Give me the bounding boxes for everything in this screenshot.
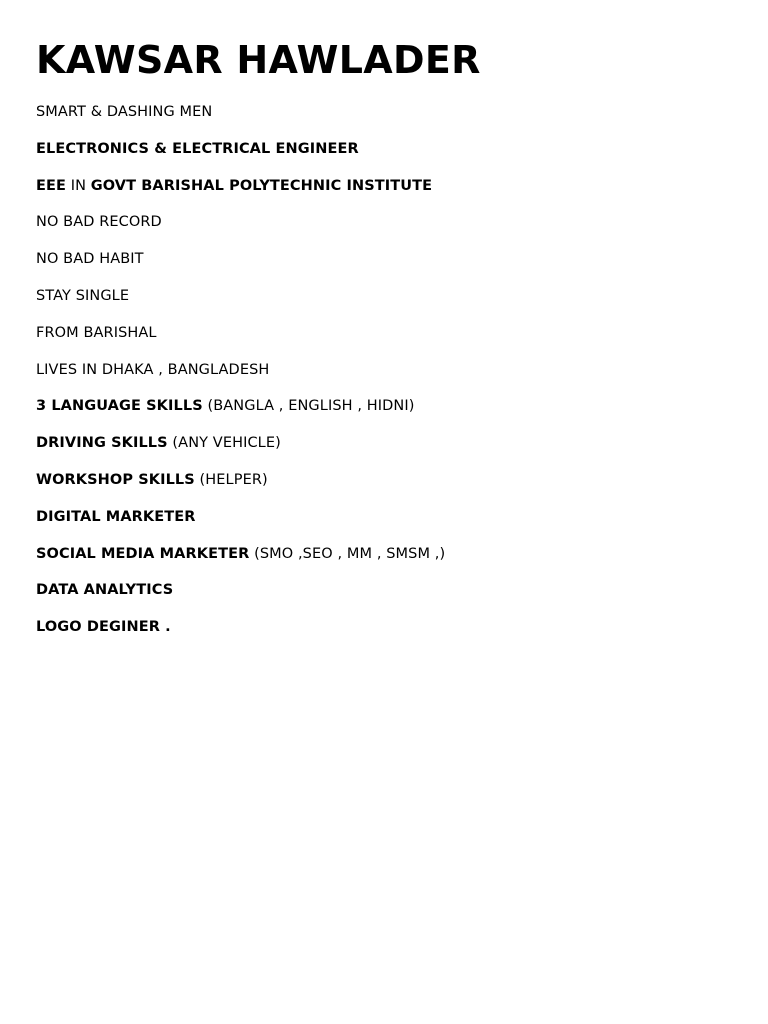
line-record: [36, 212, 445, 249]
line-detail-text: (SMO ,SEO , MM , SMSM ,): [249, 545, 446, 562]
line-text: NO BAD RECORD: [36, 214, 162, 231]
line-data-analytics: [36, 580, 445, 617]
line-bold-text: DRIVING SKILLS: [36, 435, 168, 452]
line-bold-text: 3 LANGUAGE SKILLS: [36, 398, 203, 415]
line-institute-text: GOVT BARISHAL POLYTECHNIC INSTITUTE: [90, 177, 433, 194]
line-bold-text: ELECTRONICS & ELECTRICAL ENGINEER: [36, 140, 359, 157]
resume-name-heading: KAWSAR HAWLADER: [36, 38, 481, 82]
line-residence: [36, 360, 445, 397]
line-habit: [36, 249, 445, 286]
line-workshop-skills: [36, 470, 445, 507]
line-text: STAY SINGLE: [36, 287, 130, 304]
line-text: FROM BARISHAL: [36, 324, 157, 341]
line-logo-designer: [36, 617, 445, 654]
line-driving-skills: [36, 433, 445, 470]
line-bold-text: DIGITAL MARKETER: [36, 508, 196, 525]
line-bold-text: DATA ANALYTICS: [36, 582, 174, 599]
line-bold-text: SOCIAL MEDIA MARKETER: [36, 545, 250, 562]
line-profession: [36, 139, 445, 176]
line-social-media-marketer: [36, 544, 445, 581]
line-text: SMART & DASHING MEN: [36, 104, 213, 120]
line-connector-text: IN: [66, 177, 91, 194]
line-detail-text: (ANY VEHICLE): [167, 435, 281, 452]
line-detail-text: (HELPER): [194, 471, 268, 488]
line-education: [36, 176, 445, 213]
line-digital-marketer: [36, 507, 445, 544]
line-hometown: [36, 323, 445, 360]
line-detail-text: (BANGLA , ENGLISH , HIDNI): [202, 398, 415, 415]
line-status: [36, 286, 445, 323]
line-bold-text: WORKSHOP SKILLS: [36, 471, 195, 488]
line-degree-text: EEE: [36, 177, 67, 194]
line-text: NO BAD HABIT: [36, 251, 144, 268]
line-bold-text: LOGO DEGINER .: [36, 619, 171, 636]
resume-lines-list: [36, 102, 445, 654]
line-language-skills: [36, 396, 445, 433]
line-tagline: [36, 102, 445, 139]
line-text: LIVES IN DHAKA , BANGLADESH: [36, 361, 270, 378]
